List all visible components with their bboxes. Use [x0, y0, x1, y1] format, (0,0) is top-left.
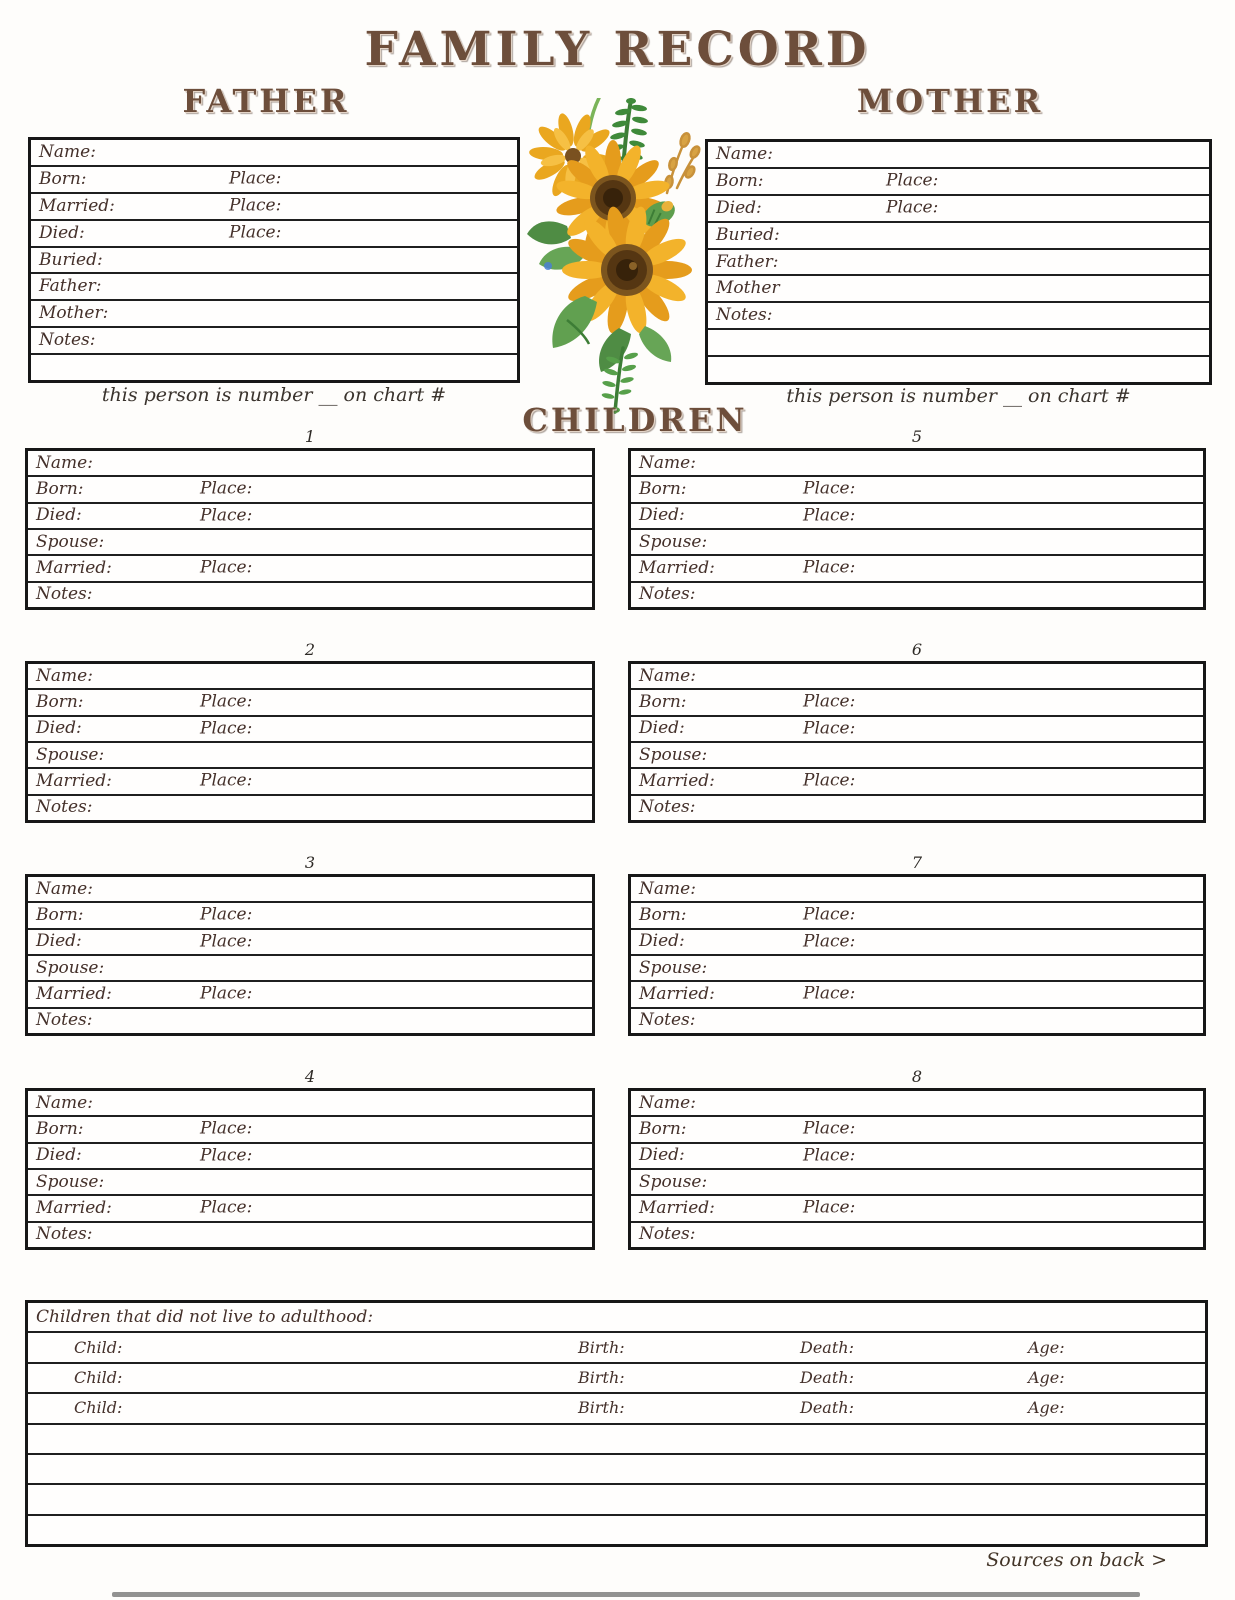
child-spouse-row — [631, 741, 1203, 767]
child-spouse-row — [28, 741, 592, 767]
child-married-place-label: Place: — [803, 557, 856, 578]
child-married-row — [631, 1194, 1203, 1220]
child-section — [628, 1068, 1206, 1250]
child-married-label: Married: — [639, 557, 715, 578]
child-married-place-label: Place: — [200, 1197, 253, 1218]
child-died-label: Died: — [639, 718, 685, 739]
mother-name-label: Name: — [716, 143, 773, 164]
father-table — [28, 137, 520, 383]
child-name-row — [28, 664, 592, 688]
father-born-row — [31, 165, 517, 192]
child-name-row — [631, 664, 1203, 688]
child-table — [25, 1088, 595, 1250]
child-born-label: Born: — [639, 1118, 687, 1139]
child-married-label: Married: — [36, 770, 112, 791]
child-born-place-label: Place: — [803, 478, 856, 499]
father-name-row — [31, 140, 517, 165]
child-married-label: Married: — [36, 983, 112, 1004]
mother-died-row — [708, 194, 1209, 221]
child-table — [25, 448, 595, 610]
child-notes-row — [631, 1007, 1203, 1033]
deceased-birth-label: Birth: — [578, 1367, 625, 1387]
deceased-child-row — [28, 1392, 1205, 1422]
child-spouse-label: Spouse: — [639, 1171, 708, 1192]
child-notes-row — [28, 1221, 592, 1247]
child-born-label: Born: — [36, 1118, 84, 1139]
child-name-label: Name: — [36, 452, 93, 473]
child-spouse-label: Spouse: — [36, 957, 105, 978]
child-spouse-row — [631, 954, 1203, 980]
child-spouse-label: Spouse: — [639, 531, 708, 552]
child-name-row — [631, 1091, 1203, 1115]
father-name-label: Name: — [39, 141, 96, 162]
child-born-row — [28, 475, 592, 501]
deceased-header-label: Children that did not live to adulthood: — [36, 1306, 374, 1327]
deceased-age-label: Age: — [1028, 1367, 1065, 1387]
child-born-row — [28, 901, 592, 927]
mother-buried-row — [708, 221, 1209, 248]
child-section-number: 7 — [911, 853, 923, 872]
child-table — [628, 661, 1206, 823]
child-name-label: Name: — [36, 1092, 93, 1113]
sources-note: Sources on back > — [986, 1549, 1167, 1571]
child-born-place-label: Place: — [200, 691, 253, 712]
child-died-label: Died: — [639, 931, 685, 952]
child-married-place-label: Place: — [200, 770, 253, 791]
child-name-row — [28, 1091, 592, 1115]
deceased-death-label: Death: — [800, 1337, 854, 1357]
child-spouse-label: Spouse: — [36, 1171, 105, 1192]
father-born-label: Born: — [39, 168, 87, 189]
father-buried-label: Buried: — [39, 249, 103, 270]
child-married-place-label: Place: — [803, 1197, 856, 1218]
deceased-child-row — [28, 1362, 1205, 1392]
child-name-label: Name: — [639, 452, 696, 473]
child-section — [628, 641, 1206, 823]
deceased-death-label: Death: — [800, 1367, 854, 1387]
deceased-child-label: Child: — [74, 1398, 123, 1418]
deceased-death-label: Death: — [800, 1398, 854, 1418]
mother-notes-row — [708, 301, 1209, 328]
children-heading: CHILDREN — [522, 401, 748, 439]
mother-mother-label: Mother — [716, 278, 780, 299]
child-married-label: Married: — [36, 1197, 112, 1218]
child-married-place-label: Place: — [200, 983, 253, 1004]
father-died-label: Died: — [39, 222, 85, 243]
child-name-label: Name: — [36, 665, 93, 686]
child-section-number: 4 — [304, 1067, 316, 1086]
mother-buried-label: Buried: — [716, 224, 780, 245]
child-section-number: 5 — [911, 427, 923, 446]
child-born-place-label: Place: — [200, 904, 253, 925]
child-notes-row — [631, 794, 1203, 820]
child-notes-row — [28, 794, 592, 820]
deceased-age-label: Age: — [1028, 1337, 1065, 1357]
deceased-age-label: Age: — [1028, 1398, 1065, 1418]
deceased-blank-row — [28, 1453, 1205, 1483]
child-born-label: Born: — [639, 691, 687, 712]
child-section — [25, 428, 595, 610]
father-notes-row — [31, 326, 517, 353]
child-section — [628, 428, 1206, 610]
child-born-label: Born: — [36, 478, 84, 499]
child-name-row — [631, 451, 1203, 475]
child-died-row — [28, 502, 592, 528]
child-died-row — [28, 928, 592, 954]
child-born-row — [631, 1115, 1203, 1141]
child-notes-row — [631, 1221, 1203, 1247]
child-died-place-label: Place: — [803, 931, 856, 952]
child-died-row — [631, 928, 1203, 954]
father-died-place-label: Place: — [229, 222, 282, 243]
child-married-place-label: Place: — [200, 557, 253, 578]
child-name-label: Name: — [639, 878, 696, 899]
child-born-label: Born: — [639, 904, 687, 925]
child-died-row — [28, 715, 592, 741]
father-blank-row — [31, 353, 517, 380]
child-died-place-label: Place: — [803, 1145, 856, 1166]
deceased-child-label: Child: — [74, 1367, 123, 1387]
child-spouse-label: Spouse: — [36, 744, 105, 765]
child-died-label: Died: — [36, 931, 82, 952]
child-section-number: 1 — [304, 427, 316, 446]
child-married-row — [28, 1194, 592, 1220]
child-died-place-label: Place: — [200, 1145, 253, 1166]
mother-father-label: Father: — [716, 251, 779, 272]
child-notes-label: Notes: — [36, 1010, 93, 1031]
child-notes-label: Notes: — [639, 797, 696, 818]
child-table — [628, 874, 1206, 1036]
father-buried-row — [31, 246, 517, 273]
father-father-label: Father: — [39, 276, 102, 297]
child-born-label: Born: — [36, 904, 84, 925]
child-married-row — [631, 980, 1203, 1006]
child-married-label: Married: — [36, 557, 112, 578]
child-name-row — [28, 877, 592, 901]
child-spouse-label: Spouse: — [36, 531, 105, 552]
child-notes-label: Notes: — [36, 1224, 93, 1245]
child-section — [25, 641, 595, 823]
child-section — [25, 1068, 595, 1250]
child-died-label: Died: — [36, 1145, 82, 1166]
mother-died-label: Died: — [716, 197, 762, 218]
deceased-children-table — [25, 1300, 1208, 1547]
child-born-row — [28, 688, 592, 714]
child-notes-row — [28, 581, 592, 607]
child-table — [25, 661, 595, 823]
child-married-place-label: Place: — [803, 983, 856, 1004]
child-died-label: Died: — [36, 505, 82, 526]
child-section-number: 2 — [304, 640, 316, 659]
child-died-place-label: Place: — [200, 505, 253, 526]
child-name-row — [28, 451, 592, 475]
child-notes-label: Notes: — [639, 584, 696, 605]
child-notes-row — [28, 1007, 592, 1033]
mother-heading: MOTHER — [856, 82, 1044, 120]
deceased-blank-row — [28, 1423, 1205, 1453]
mother-table — [705, 139, 1212, 385]
child-spouse-row — [28, 528, 592, 554]
father-died-row — [31, 219, 517, 246]
child-died-place-label: Place: — [200, 931, 253, 952]
child-name-row — [631, 877, 1203, 901]
mother-mother-row — [708, 274, 1209, 301]
sunflower-illustration — [527, 98, 702, 418]
child-died-row — [28, 1142, 592, 1168]
child-born-label: Born: — [36, 691, 84, 712]
child-born-row — [631, 475, 1203, 501]
child-name-label: Name: — [639, 1092, 696, 1113]
child-spouse-label: Spouse: — [639, 744, 708, 765]
child-born-label: Born: — [639, 478, 687, 499]
child-died-label: Died: — [639, 505, 685, 526]
child-born-place-label: Place: — [200, 478, 253, 499]
child-section-number: 6 — [911, 640, 923, 659]
father-father-row — [31, 272, 517, 299]
mother-father-row — [708, 248, 1209, 275]
mother-born-label: Born: — [716, 170, 764, 191]
child-section — [25, 854, 595, 1036]
child-notes-label: Notes: — [639, 1224, 696, 1245]
page-title: FAMILY RECORD — [364, 22, 871, 77]
deceased-child-row — [28, 1331, 1205, 1361]
child-notes-label: Notes: — [36, 584, 93, 605]
child-table — [25, 874, 595, 1036]
father-chart-note: this person is number __ on chart # — [101, 384, 447, 406]
child-married-row — [631, 554, 1203, 580]
deceased-birth-label: Birth: — [578, 1398, 625, 1418]
child-table — [628, 448, 1206, 610]
child-section — [628, 854, 1206, 1036]
child-name-label: Name: — [639, 665, 696, 686]
scan-artifact — [112, 1592, 1140, 1597]
deceased-child-label: Child: — [74, 1337, 123, 1357]
child-died-row — [631, 1142, 1203, 1168]
father-notes-label: Notes: — [39, 330, 96, 351]
father-born-place-label: Place: — [229, 168, 282, 189]
child-section-number: 8 — [911, 1067, 923, 1086]
father-married-label: Married: — [39, 195, 115, 216]
child-married-row — [28, 980, 592, 1006]
child-born-place-label: Place: — [803, 904, 856, 925]
mother-blank-row — [708, 328, 1209, 355]
child-died-row — [631, 715, 1203, 741]
child-name-label: Name: — [36, 878, 93, 899]
child-married-row — [631, 767, 1203, 793]
child-notes-label: Notes: — [639, 1010, 696, 1031]
child-born-place-label: Place: — [200, 1118, 253, 1139]
father-married-row — [31, 192, 517, 219]
child-born-place-label: Place: — [803, 1118, 856, 1139]
child-spouse-row — [28, 954, 592, 980]
child-married-row — [28, 554, 592, 580]
mother-died-place-label: Place: — [886, 197, 939, 218]
child-married-label: Married: — [639, 1197, 715, 1218]
father-heading: FATHER — [182, 82, 350, 120]
deceased-birth-label: Birth: — [578, 1337, 625, 1357]
child-married-label: Married: — [639, 983, 715, 1004]
deceased-header-row — [28, 1303, 1205, 1331]
father-mother-row — [31, 299, 517, 326]
child-spouse-row — [631, 528, 1203, 554]
child-married-row — [28, 767, 592, 793]
deceased-blank-row — [28, 1483, 1205, 1513]
child-spouse-row — [631, 1168, 1203, 1194]
child-died-label: Died: — [36, 718, 82, 739]
child-died-row — [631, 502, 1203, 528]
child-born-row — [631, 688, 1203, 714]
deceased-blank-row — [28, 1514, 1205, 1544]
child-section-number: 3 — [304, 853, 316, 872]
child-born-row — [631, 901, 1203, 927]
child-died-place-label: Place: — [803, 505, 856, 526]
child-married-place-label: Place: — [803, 770, 856, 791]
child-born-place-label: Place: — [803, 691, 856, 712]
child-married-label: Married: — [639, 770, 715, 791]
child-notes-row — [631, 581, 1203, 607]
child-died-place-label: Place: — [200, 718, 253, 739]
mother-blank-row — [708, 355, 1209, 382]
child-notes-label: Notes: — [36, 797, 93, 818]
child-born-row — [28, 1115, 592, 1141]
mother-name-row — [708, 142, 1209, 167]
child-spouse-label: Spouse: — [639, 957, 708, 978]
child-died-place-label: Place: — [803, 718, 856, 739]
mother-born-place-label: Place: — [886, 170, 939, 191]
child-died-label: Died: — [639, 1145, 685, 1166]
father-married-place-label: Place: — [229, 195, 282, 216]
father-mother-label: Mother: — [39, 303, 109, 324]
mother-chart-note: this person is number __ on chart # — [786, 385, 1131, 407]
child-table — [628, 1088, 1206, 1250]
mother-notes-label: Notes: — [716, 305, 773, 326]
mother-born-row — [708, 167, 1209, 194]
child-spouse-row — [28, 1168, 592, 1194]
